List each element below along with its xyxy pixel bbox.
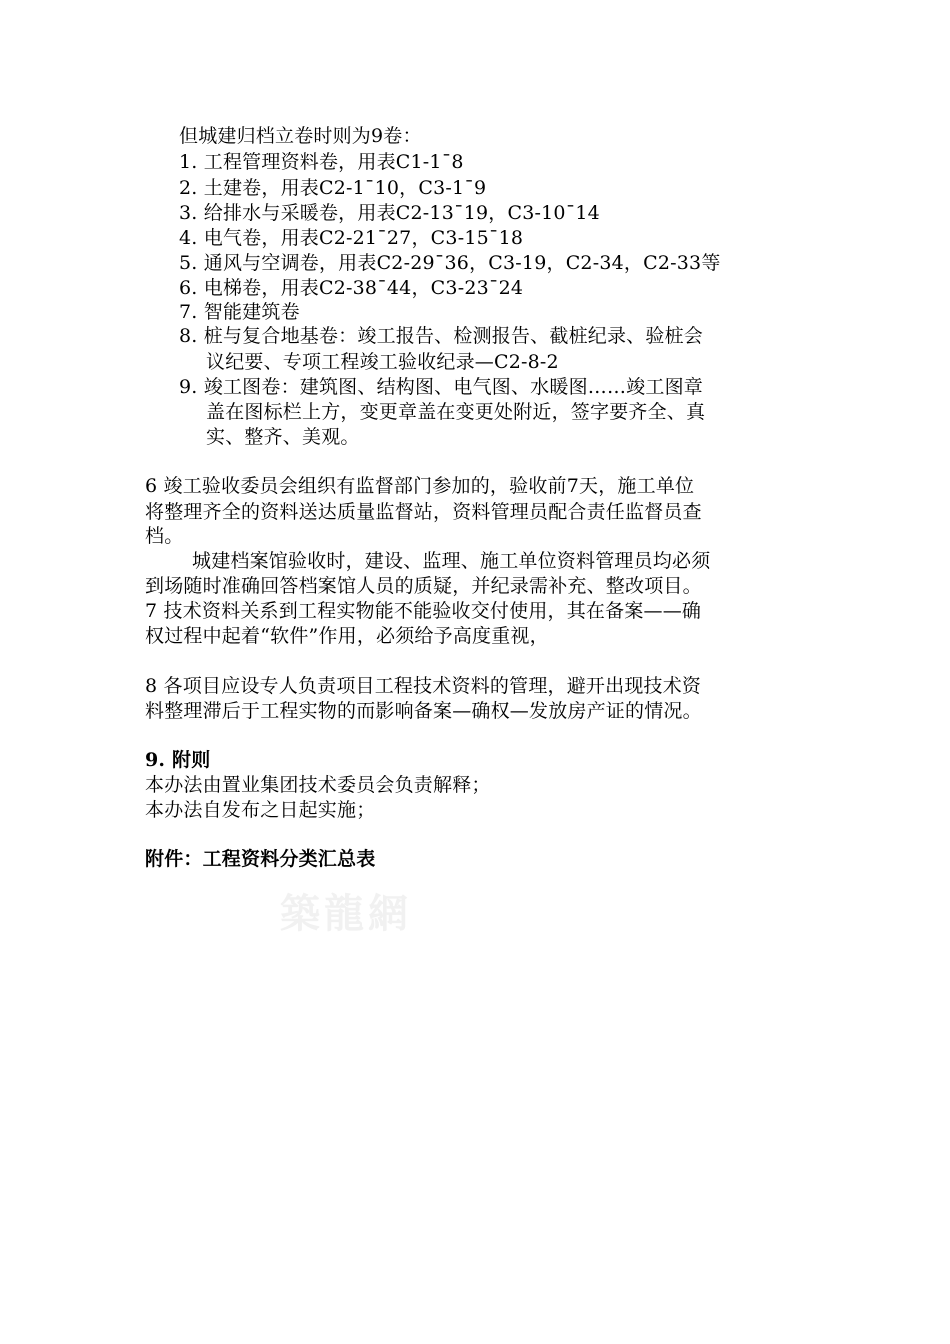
item-6-line3: 档。: [145, 525, 184, 547]
item-7-line2: 权过程中起着“软件”作用，必须给予高度重视，: [145, 625, 549, 647]
volume-item-8-line2: 议纪要、专项工程竣工验收纪录—C2-8-2: [206, 351, 559, 373]
item-8-line1: 8 各项目应设专人负责项目工程技术资料的管理，避开出现技术资: [145, 675, 702, 697]
volume-item-8-line1: 8. 桩与复合地基卷：竣工报告、检测报告、截桩纪录、验桩会: [179, 325, 703, 347]
volumes-intro: 但城建归档立卷时则为9卷：: [179, 125, 422, 147]
volume-item-3: 3. 给排水与采暖卷，用表C2-13¯19，C3-10¯14: [179, 202, 600, 224]
item-6-line5: 到场随时准确回答档案馆人员的质疑，并纪录需补充、整改项目。: [145, 575, 702, 597]
item-6-line4: 城建档案馆验收时，建设、监理、施工单位资料管理员均必须: [192, 550, 711, 572]
section-9-line2: 本办法自发布之日起实施；: [145, 799, 376, 821]
volume-item-6: 6. 电梯卷，用表C2-38¯44，C3-23¯24: [179, 277, 524, 299]
item-8-line2: 料整理滞后于工程实物的而影响备案—确权—发放房产证的情况。: [145, 700, 702, 722]
section-9-heading: 9. 附则: [145, 749, 211, 771]
item-6-line1: 6 竣工验收委员会组织有监督部门参加的，验收前7天，施工单位: [145, 475, 695, 497]
volume-item-9-line2: 盖在图标栏上方，变更章盖在变更处附近，签字要齐全、真: [206, 401, 706, 423]
section-9-line1: 本办法由置业集团技术委员会负责解释；: [145, 774, 491, 796]
attachment-title: 附件：工程资料分类汇总表: [145, 848, 376, 870]
item-6-line2: 将整理齐全的资料送达质量监督站，资料管理员配合责任监督员查: [145, 501, 702, 523]
item-7-line1: 7 技术资料关系到工程实物能不能验收交付使用，其在备案——确: [145, 600, 702, 622]
volume-item-1: 1. 工程管理资料卷，用表C1-1¯8: [179, 151, 464, 173]
volume-item-7: 7. 智能建筑卷: [179, 301, 300, 323]
volume-item-9-line1: 9. 竣工图卷：建筑图、结构图、电气图、水暖图……竣工图章: [179, 376, 703, 398]
volume-item-4: 4. 电气卷，用表C2-21¯27，C3-15¯18: [179, 227, 524, 249]
volume-item-9-line3: 实、整齐、美观。: [206, 426, 360, 448]
volume-item-5: 5. 通风与空调卷，用表C2-29¯36，C3-19，C2-34，C2-33等: [179, 252, 721, 274]
volume-item-2: 2. 土建卷，用表C2-1¯10，C3-1¯9: [179, 177, 487, 199]
watermark-logo: 築龍網: [280, 890, 412, 937]
